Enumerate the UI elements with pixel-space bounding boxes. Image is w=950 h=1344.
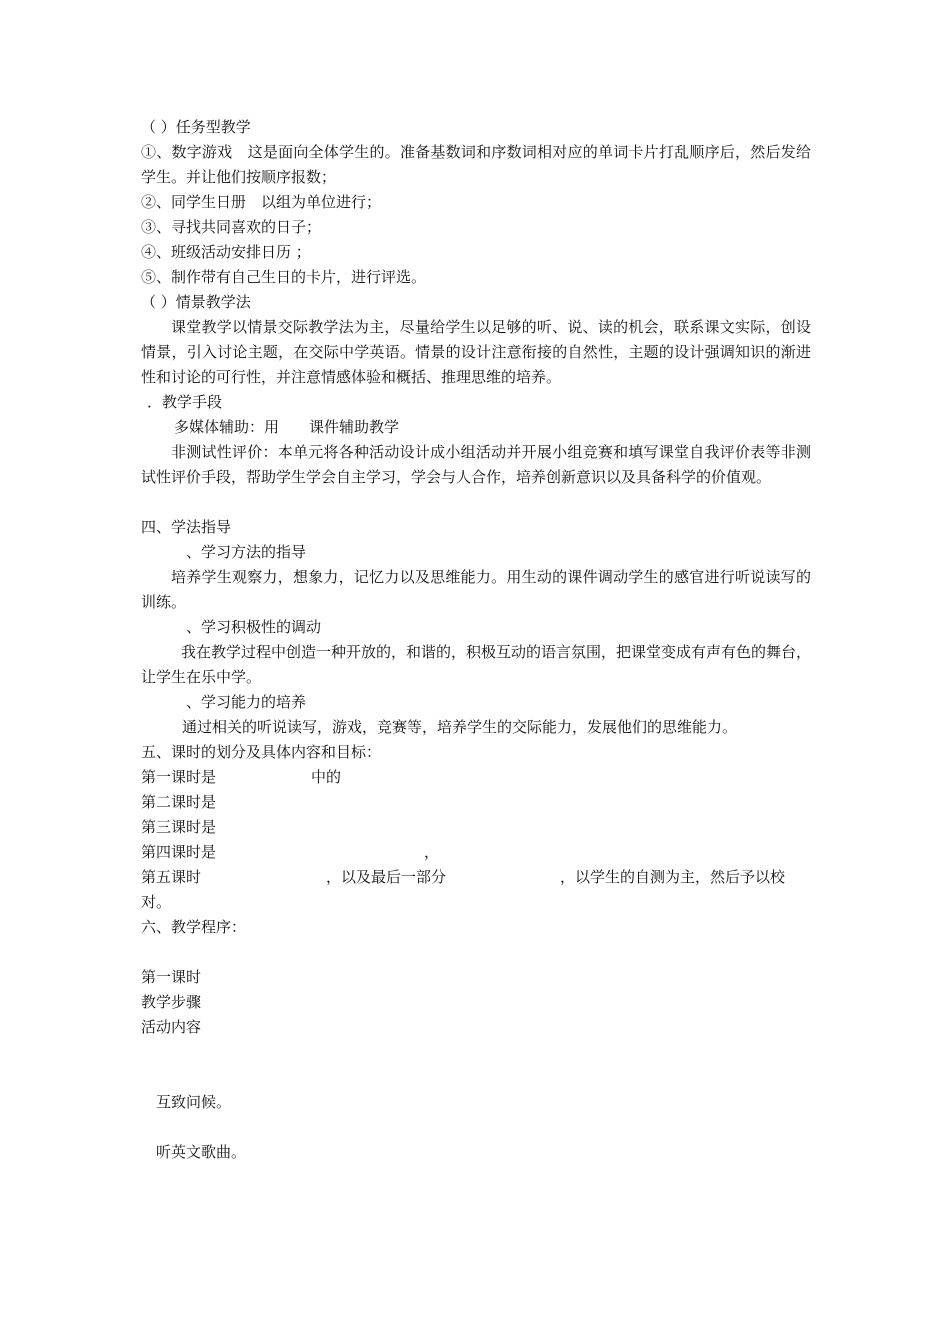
lesson-4-comma: ， <box>424 843 440 861</box>
lesson-1-mid: 中的 <box>311 768 342 786</box>
activity-1: 互致问候。 <box>156 1093 232 1111</box>
guide-3-text: 通过相关的听说读写，游戏，竞赛等，培养学生的交际能力，发展他们的思维能力。 <box>182 718 738 736</box>
task-item-3: ③、寻找共同喜欢的日子； <box>141 218 322 236</box>
means-eval-text: 非测试性评价：本单元将各种活动设计成小组活动并开展小组竞赛和填写课堂自我评价表等非测试性评价手段，帮助学生学会自主学习，学会与人合作，培养创新意识以及具备科学的价值观。 <box>141 443 811 486</box>
task-item-5: ⑤、制作带有自己生日的卡片，进行评选。 <box>141 268 427 286</box>
activity-2: 听英文歌曲。 <box>156 1143 247 1161</box>
guide-2-paragraph <box>141 640 811 690</box>
guide-2-title: 、学习积极性的调动 <box>186 618 322 636</box>
section-situation-heading: （ ）情景教学法 <box>141 293 251 311</box>
section-means-heading: ．教学手段 <box>147 393 223 411</box>
lesson-2-label: 第二课时是 <box>141 793 217 811</box>
lesson-5-label: 第五课时 <box>141 868 202 886</box>
section-five-heading: 五、课时的划分及具体内容和目标： <box>141 743 382 761</box>
situation-text: 课堂教学以情景交际教学法为主，尽量给学生以足够的听、说、读的机会，联系课文实际，创设情景，引入讨论主题，在交际中学英语。情景的设计注意衔接的自然性，主题的设计强调知识的渐进性和讨论的可行性，并注意情感体验和概括、推理思维的培养。 <box>141 318 811 386</box>
task-item-1-text: ①、数字游戏 这是面向全体学生的。准备基数词和序数词相对应的单词卡片打乱顺序后，然后发给学生。并让他们按顺序报数； <box>141 143 811 186</box>
task-item-2: ②、同学生日册 以组为单位进行； <box>141 193 382 211</box>
guide-1-text: 培养学生观察力，想象力，记忆力以及思维能力。用生动的课件调动学生的感官进行听说读写的训练。 <box>141 568 811 611</box>
task-item-4: ④、班级活动安排日历 ； <box>141 243 311 261</box>
section-four-heading: 四、学法指导 <box>141 518 232 536</box>
means-multimedia: 多媒体辅助：用 课件辅助教学 <box>174 418 400 436</box>
lesson-5-end: 对。 <box>141 893 172 911</box>
means-eval-paragraph <box>141 440 811 490</box>
situation-paragraph <box>141 315 811 390</box>
guide-3-title: 、学习能力的培养 <box>186 693 307 711</box>
guide-2-text: 我在教学过程中创造一种开放的，和谐的，积极互动的语言氛围，把课堂变成有声有色的舞台，让学生在乐中学。 <box>141 643 812 686</box>
first-lesson-label: 第一课时 <box>141 968 202 986</box>
activity-label: 活动内容 <box>141 1018 202 1036</box>
guide-1-paragraph <box>141 565 811 615</box>
lesson-4-label: 第四课时是 <box>141 843 217 861</box>
steps-label: 教学步骤 <box>141 993 202 1011</box>
lesson-1-label: 第一课时是 <box>141 768 217 786</box>
task-item-1 <box>141 140 811 190</box>
lesson-5-part2: ，以及最后一部分 <box>326 868 447 886</box>
lesson-5-part3: ，以学生的自测为主，然后予以校 <box>560 868 786 886</box>
section-six-heading: 六、教学程序： <box>141 918 247 936</box>
lesson-3-label: 第三课时是 <box>141 818 217 836</box>
section-task-heading: （ ）任务型教学 <box>141 118 251 136</box>
guide-1-title: 、学习方法的指导 <box>186 543 307 561</box>
